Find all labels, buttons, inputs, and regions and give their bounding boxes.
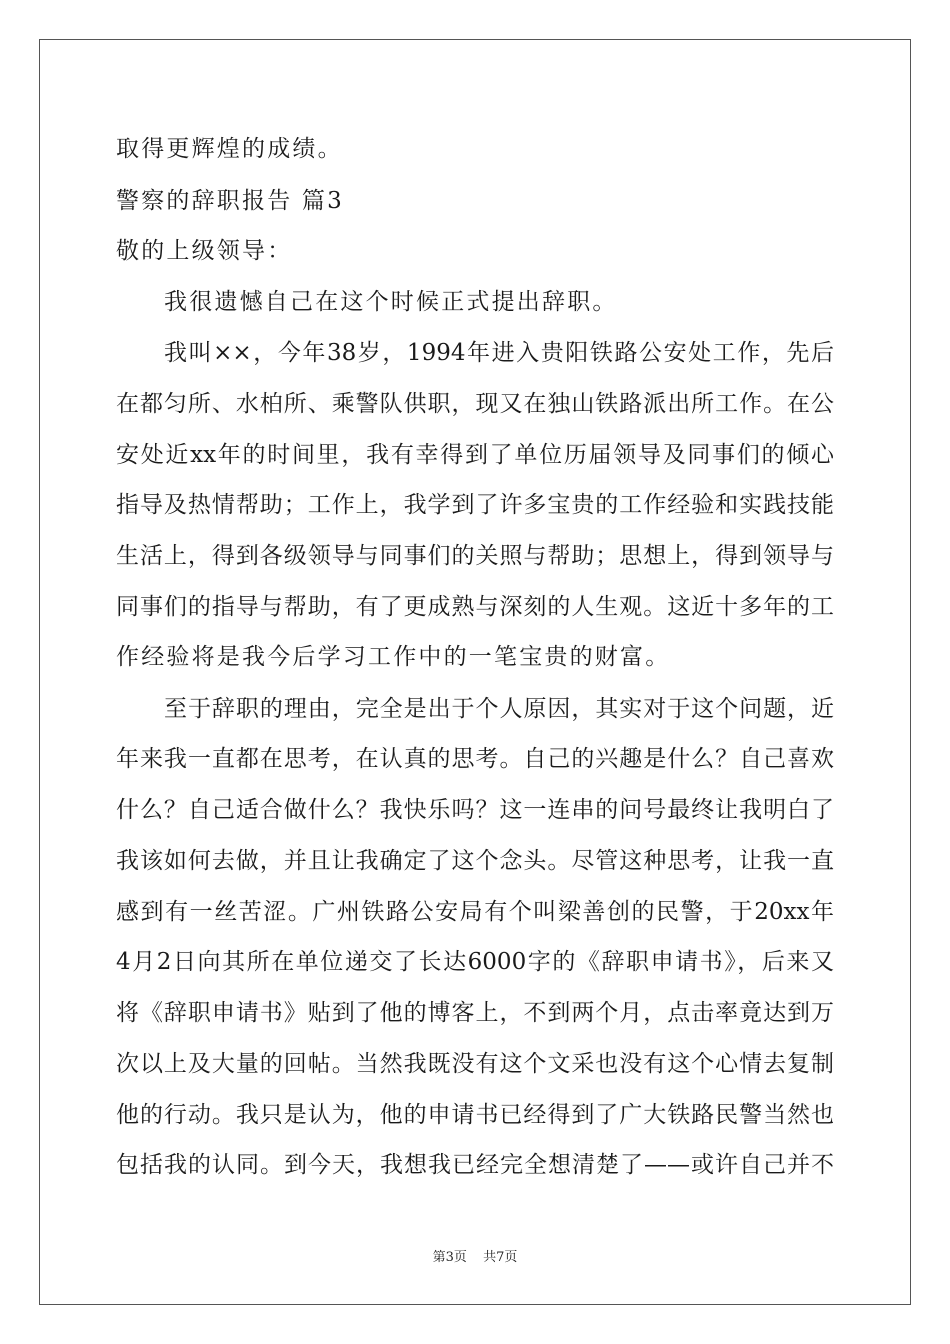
salutation: 敬的上级领导： xyxy=(116,238,293,264)
text-line: 感到有一丝苦涩。广州铁路公安局有个叫梁善创的民警，于20xx年 xyxy=(116,899,834,925)
text-line: 将《辞职申请书》贴到了他的博客上，不到两个月，点击率竟达到万 xyxy=(116,1000,834,1026)
text-line: 年来我一直都在思考，在认真的思考。自己的兴趣是什么？自己喜欢 xyxy=(116,746,834,772)
text-line: 4月2日向其所在单位递交了长达6000字的《辞职申请书》，后来又 xyxy=(116,949,834,975)
text-line: 我很遗憾自己在这个时候正式提出辞职。 xyxy=(164,289,618,315)
page-number: 第3页 xyxy=(432,1250,467,1265)
page-footer xyxy=(0,1250,950,1266)
text-line: 至于辞职的理由，完全是出于个人原因，其实对于这个问题，近 xyxy=(164,696,834,722)
text-line: 我叫××，今年38岁，1994年进入贵阳铁路公安处工作，先后 xyxy=(164,340,834,366)
text-line: 我该如何去做，并且让我确定了这个念头。尽管这种思考，让我一直 xyxy=(116,848,834,874)
text-line: 作经验将是我今后学习工作中的一笔宝贵的财富。 xyxy=(116,644,671,670)
section-heading: 警察的辞职报告 篇3 xyxy=(116,188,344,214)
text-line: 包括我的认同。到今天，我想我已经完全想清楚了——或许自己并不 xyxy=(116,1152,834,1178)
page-total: 共7页 xyxy=(483,1250,518,1265)
text-line: 同事们的指导与帮助，有了更成熟与深刻的人生观。这近十多年的工 xyxy=(116,594,834,620)
text-line: 取得更辉煌的成绩。 xyxy=(116,136,343,162)
text-line: 在都匀所、水柏所、乘警队供职，现又在独山铁路派出所工作。在公 xyxy=(116,391,834,417)
text-line: 次以上及大量的回帖。当然我既没有这个文采也没有这个心情去复制 xyxy=(116,1051,834,1077)
text-line: 指导及热情帮助；工作上，我学到了许多宝贵的工作经验和实践技能 xyxy=(116,492,834,518)
text-line: 他的行动。我只是认为，他的申请书已经得到了广大铁路民警当然也 xyxy=(116,1102,834,1128)
text-line: 安处近xx年的时间里，我有幸得到了单位历届领导及同事们的倾心 xyxy=(116,442,834,468)
text-line: 什么？自己适合做什么？我快乐吗？这一连串的问号最终让我明白了 xyxy=(116,797,834,823)
text-line: 生活上，得到各级领导与同事们的关照与帮助；思想上，得到领导与 xyxy=(116,543,834,569)
